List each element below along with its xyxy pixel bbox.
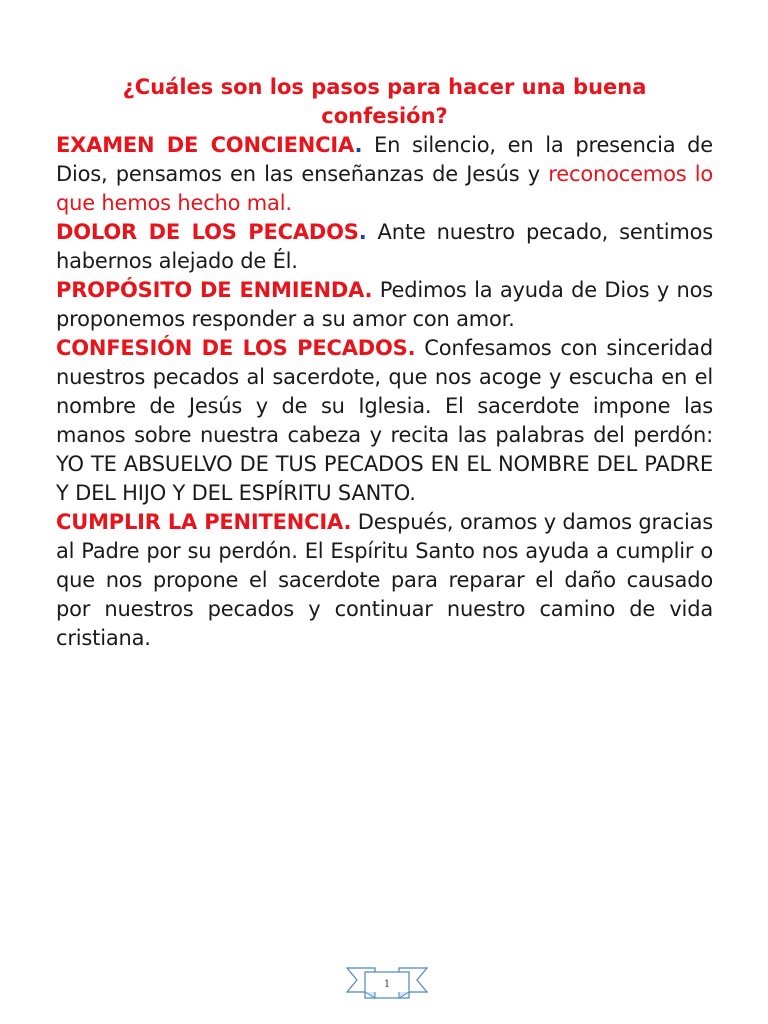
section-text: En silencio, en la presencia de Dios, pensamos en las enseñanzas de Jesús y [56, 133, 714, 186]
section-text: Pedimos la ayuda de Dios y nos proponemos responder a su amor con amor. [56, 278, 713, 331]
section-text-highlight: reconocemos lo que hemos hecho mal. [56, 162, 714, 215]
section-heading: EXAMEN DE CONCIENCIA [56, 133, 355, 157]
section-confesion [56, 334, 713, 508]
section-proposito [56, 276, 713, 334]
section-penitencia [56, 508, 713, 653]
heading-period: . [354, 133, 363, 157]
section-text: Ante nuestro pecado, sentimos habernos alejado de Él. [56, 220, 713, 273]
document-page [56, 73, 713, 653]
heading-period: . [358, 220, 367, 244]
page-number: 1 [383, 979, 391, 990]
section-text: Confesamos con sinceridad nuestros pecados al sacerdote, que nos acoge y escucha en el nombre de Jesús y de su Iglesia. El sacerdote impone las manos sobre nuestra cabeza y recita las palabras del perdón: YO TE ABSUELVO DE TUS PECADOS EN EL NOMBRE DEL PADRE Y DEL HIJO Y DEL ESPÍRITU SANTO. [56, 336, 713, 505]
section-heading: DOLOR DE LOS PECADOS [56, 220, 359, 244]
page-footer [345, 966, 429, 1002]
section-text: Después, oramos y damos gracias al Padre por su perdón. El Espíritu Santo nos ayuda a cumplir o que nos propone el sacerdote para reparar el daño causado por nuestros pecados y continuar nuestro camino de vida cristiana. [56, 510, 713, 650]
section-heading: PROPÓSITO DE ENMIENDA. [56, 278, 373, 302]
section-dolor [56, 218, 713, 276]
section-heading: CUMPLIR LA PENITENCIA. [56, 510, 352, 534]
page-title: ¿Cuáles son los pasos para hacer una buena confesión? [122, 75, 647, 128]
section-heading: CONFESIÓN DE LOS PECADOS. [56, 336, 416, 360]
section-examen [56, 131, 713, 218]
